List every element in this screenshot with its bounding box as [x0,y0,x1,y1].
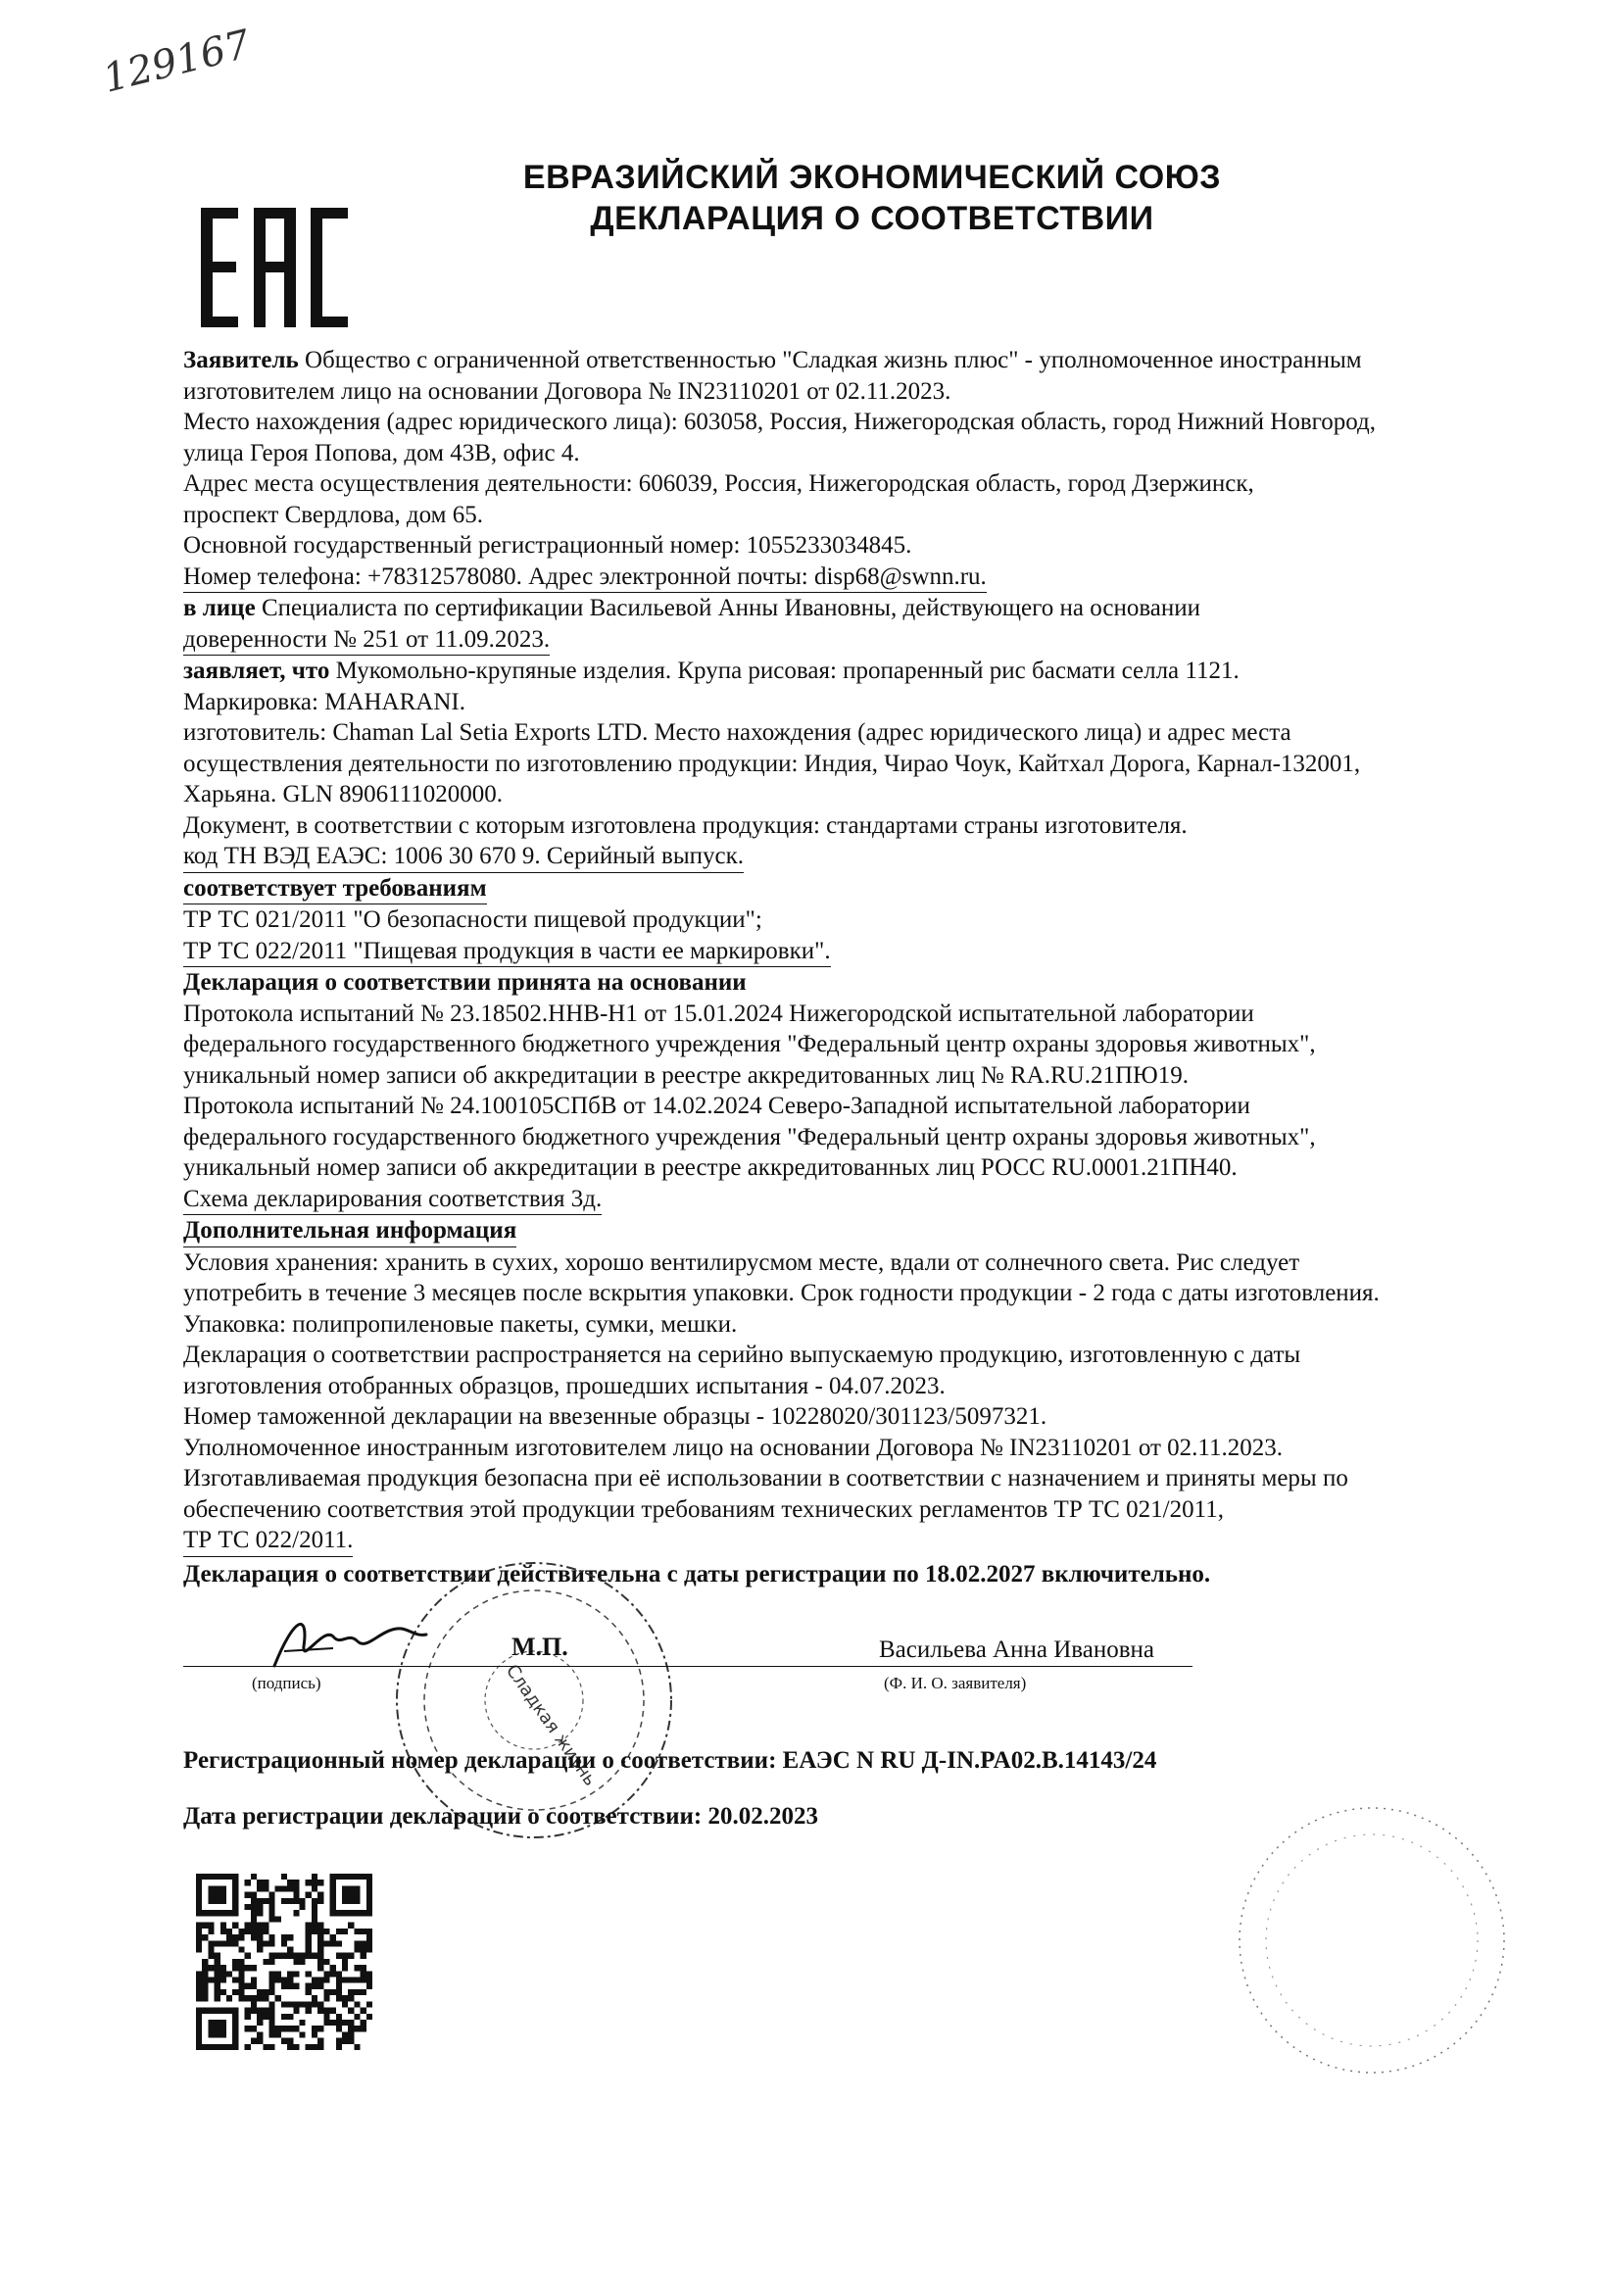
validity-line: Декларация о соответствии действительна с даты регистрации по 18.02.2027 включительно. [183,1560,1211,1588]
requirement-line: ТР ТС 022/2011 "Пищевая продукция в части ее маркировки". [183,936,831,968]
declaration-title: ДЕКЛАРАЦИЯ О СООТВЕТСТВИИ [590,200,1154,237]
additional-line: Изготавливаемая продукция безопасна при её использовании в соответствии с назначением и приняты меры по [183,1465,1348,1491]
basis-line: Протокола испытаний № 24.100105СПбВ от 14.02.2024 Северо-Западной испытательной лаборатории [183,1093,1250,1119]
product-line: Харьяна. GLN 8906111020000. [183,781,504,807]
signer-name-caption: (Ф. И. О. заявителя) [884,1674,1027,1692]
product-line: Документ, в соответствии с которым изготовлена продукция: стандартами страны изготовителя. [183,811,1188,839]
applicant-contact: Номер телефона: +78312578080. Адрес электронной почты: disp68@swnn.ru. [183,562,987,594]
requirements-label: соответствует требованиям [183,873,487,905]
qr-code [196,1874,372,2050]
basis-label: Декларация о соответствии принята на основании [183,969,747,996]
handwritten-signature [265,1607,431,1676]
additional-line: Условия хранения: хранить в сухих, хорошо вентилирусмом месте, вдали от солнечного света. Рис следует [183,1248,1300,1276]
seal-text: Сладкая жизнь [501,1660,601,1790]
basis-line: Протокола испытаний № 23.18502.ННВ-Н1 от 15.01.2024 Нижегородской испытательной лаборатории [183,1000,1254,1027]
stamp-place-label: М.П. [511,1633,568,1661]
applicant-line: проспект Свердлова, дом 65. [183,501,483,528]
applicant-line: Основной государственный регистрационный номер: 1055233034845. [183,532,912,559]
product-line: осуществления деятельности по изготовлению продукции: Индия, Чирао Чоук, Кайтхал Дорога, Карнал-132001, [183,750,1361,777]
basis-line: федерального государственного бюджетного учреждения "Федеральный центр охраны здоровья животных", [183,1031,1316,1057]
product-line: Маркировка: MAHARANI. [183,688,465,715]
handwritten-note: 129167 [98,22,255,102]
representative-line: Специалиста по сертификации Васильевой Анны Ивановны, действующего на основании [255,595,1201,621]
declares-label: заявляет, что [183,658,330,684]
requirement-line: ТР ТС 021/2011 "О безопасности пищевой продукции"; [183,906,762,933]
additional-line: Упаковка: полипропиленовые пакеты, сумки, мешки. [183,1310,738,1338]
basis-line: Схема декларирования соответствия 3д. [183,1184,602,1216]
applicant-line: Адрес места осуществления деятельности: 606039, Россия, Нижегородская область, город Дзержинск, [183,470,1254,497]
basis-line: уникальный номер записи об аккредитации в реестре аккредитованных лиц РОСС RU.0001.21ПН40. [183,1154,1238,1181]
product-line: изготовитель: Chaman Lal Setia Exports LTD. Место нахождения (адрес юридического лица) и адрес места [183,719,1291,746]
additional-line: обеспечению соответствия этой продукции требованиям технических регламентов ТР ТС 021/2011, [183,1495,1224,1523]
signer-name: Васильева Анна Ивановна [879,1637,1154,1663]
registration-date: Дата регистрации декларации о соответствии: 20.02.2023 [183,1803,818,1830]
faint-seal [1225,1793,1519,2087]
basis-line: уникальный номер записи об аккредитации в реестре аккредитованных лиц № RA.RU.21ПЮ19. [183,1061,1189,1089]
additional-line: Уполномоченное иностранным изготовителем лицо на основании Договора № IN23110201 от 02.11.2023. [183,1434,1284,1461]
document-title [412,157,1333,239]
applicant-line: Общество с ограниченной ответственностью "Сладкая жизнь плюс" - уполномоченное иностранным [298,347,1362,373]
product-line: Мукомольно-крупяные изделия. Крупа рисовая: пропаренный рис басмати селла 1121. [329,658,1240,684]
product-code: код ТН ВЭД ЕАЭС: 1006 30 670 9. Серийный выпуск. [183,841,744,873]
applicant-line: улица Героя Попова, дом 43В, офис 4. [183,439,580,466]
additional-line: Декларация о соответствии распространяется на серийно выпускаемую продукцию, изготовленную с даты [183,1342,1301,1368]
union-title: ЕВРАЗИЙСКИЙ ЭКОНОМИЧЕСКИЙ СОЮЗ [522,159,1222,196]
additional-line: употребить в течение 3 месяцев после вскрытия упаковки. Срок годности продукции - 2 года с даты изготовления. [183,1280,1380,1306]
additional-line: Номер таможенной декларации на ввезенные образцы - 10228020/301123/5097321. [183,1403,1047,1430]
declaration-body [183,345,1457,1589]
applicant-label: Заявитель [183,347,299,373]
additional-label: Дополнительная информация [183,1215,516,1247]
registration-number: Регистрационный номер декларации о соответствии: ЕАЭС N RU Д-IN.PA02.B.14143/24 [183,1747,1157,1774]
signature-caption: (подпись) [252,1674,321,1692]
representative-label: в лице [183,595,256,621]
additional-line: ТР ТС 022/2011. [183,1525,353,1557]
applicant-line: Место нахождения (адрес юридического лица): 603058, Россия, Нижегородская область, город Нижний Новгород, [183,409,1377,435]
representative-line: доверенности № 251 от 11.09.2023. [183,624,550,657]
eac-logo [201,208,348,327]
additional-line: изготовления отобранных образцов, прошедших испытания - 04.07.2023. [183,1372,946,1399]
basis-line: федерального государственного бюджетного учреждения "Федеральный центр охраны здоровья животных", [183,1123,1316,1150]
applicant-line: изготовителем лицо на основании Договора № IN23110201 от 02.11.2023. [183,377,951,405]
